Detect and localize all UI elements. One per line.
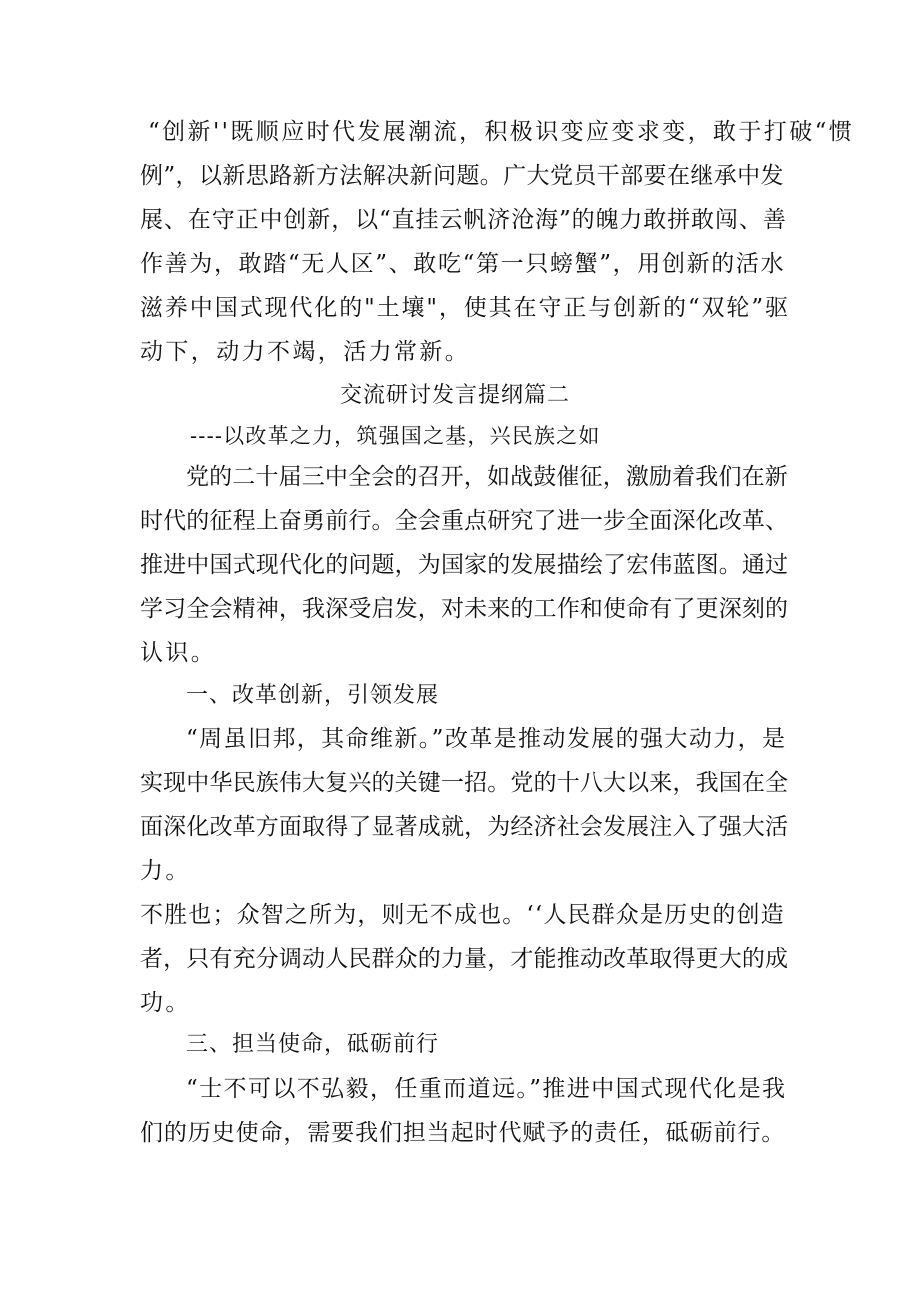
heading-3: 三、担当使命，砥砺前行	[186, 1032, 440, 1057]
paragraph-2-line-2: 者，只有充分调动人民群众的力量，才能推动改革取得更大的成	[140, 946, 789, 972]
paragraph-intro-line-3: 推进中国式现代化的问题，为国家的发展描绘了宏伟蓝图。通过	[140, 552, 789, 578]
paragraph-top-line-3: 展、在守正中创新，以“直挂云帆济沧海”的魄力敢拼敢闯、善	[140, 207, 787, 233]
paragraph-3-line-1: “士不可以不弘毅，任重而道远。”推进中国式现代化是我	[186, 1076, 787, 1102]
paragraph-top-line-1: “创新''既顺应时代发展潮流，积极识变应变求变，敢于打破“惯	[148, 119, 855, 145]
paragraph-1-line-4: 力。	[140, 858, 191, 884]
heading-1: 一、改革创新，引领发展	[186, 683, 440, 708]
paragraph-intro-line-1: 党的二十届三中全会的召开，如战鼓催征，激励着我们在新	[186, 464, 788, 490]
paragraph-top-line-6: 动下，动力不竭，活力常新。	[140, 339, 471, 365]
paragraph-3-line-2: 们的历史使命，需要我们担当起时代赋予的责任，砥砺前行。	[140, 1120, 786, 1146]
paragraph-2-line-1: 不胜也；众智之所为，则无不成也。‘‘人民群众是历史的创造	[140, 902, 785, 928]
paragraph-1-line-1: “周虽旧邦，其命维新。”改革是推动发展的强大动力，是	[186, 726, 787, 752]
paragraph-top-line-4: 作善为，敢踏“无人区”、敢吃“第一只螃蟹”，用创新的活水	[140, 251, 786, 277]
paragraph-top-line-5: 滋养中国式现代化的"土壤"，使其在守正与创新的“双轮”驱	[140, 295, 790, 321]
paragraph-intro-line-4: 学习全会精神，我深受启发，对未来的工作和使命有了更深刻的	[140, 596, 789, 622]
paragraph-intro-line-2: 时代的征程上奋勇前行。全会重点研究了进一步全面深化改革、	[140, 508, 789, 534]
paragraph-2-line-3: 功。	[140, 990, 191, 1016]
section-title: 交流研讨发言提纲篇二	[340, 383, 571, 408]
paragraph-1-line-2: 实现中华民族伟大复兴的关键一招。党的十八大以来，我国在全	[140, 770, 789, 796]
paragraph-1-line-3: 面深化改革方面取得了显著成就，为经济社会发展注入了强大活	[140, 814, 789, 840]
paragraph-intro-line-5: 认识。	[140, 640, 217, 666]
subtitle: ----以改革之力，筑强国之基，兴民族之如	[190, 424, 601, 448]
paragraph-top-line-2: 例”，以新思路新方法解决新问题。广大党员干部要在继承中发	[140, 163, 784, 189]
